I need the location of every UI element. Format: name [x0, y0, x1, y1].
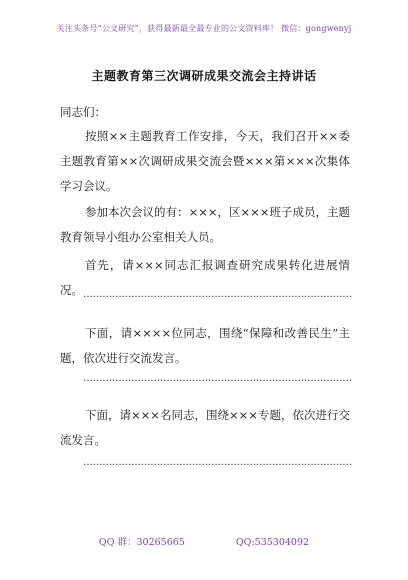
- paragraph-livelihood-topic: 下面，请××××位同志，围绕“保障和改善民生”主题，依次进行交流发言。: [60, 326, 350, 365]
- ellipsis-line-2: …………………………………………………………………………: [83, 373, 352, 384]
- salutation: 同志们：: [60, 105, 106, 119]
- header-promo-note: 关注头条号“公文研究”，获得最新最全最专业的公文资料库！ 微信：gongwenyj: [56, 24, 352, 33]
- footer-qq-group: QQ 群：30265665: [98, 537, 185, 548]
- ellipsis-line-3: …………………………………………………………………………: [83, 457, 352, 468]
- footer-qq: QQ:535304092: [235, 537, 310, 548]
- paragraph-first-report: 首先，请×××同志汇报调查研究成果转化进展情况。: [60, 258, 350, 297]
- paragraph-intro: 按照××主题教育工作安排，今天，我们召开××委主题教育第××次调研成果交流会暨×××第×××次集体学习会议。: [60, 129, 350, 193]
- footer-contact: [0, 534, 408, 548]
- paragraph-attendees: 参加本次会议的有：×××，区×××班子成员，主题教育领导小组办公室相关人员。: [60, 205, 350, 244]
- document-title: 主题教育第三次调研成果交流会主持讲话: [91, 69, 317, 83]
- paragraph-special-topic: 下面，请×××名同志，围绕×××专题，依次进行交流发言。: [60, 408, 350, 447]
- ellipsis-line-1: …………………………………………………………………………: [83, 289, 352, 300]
